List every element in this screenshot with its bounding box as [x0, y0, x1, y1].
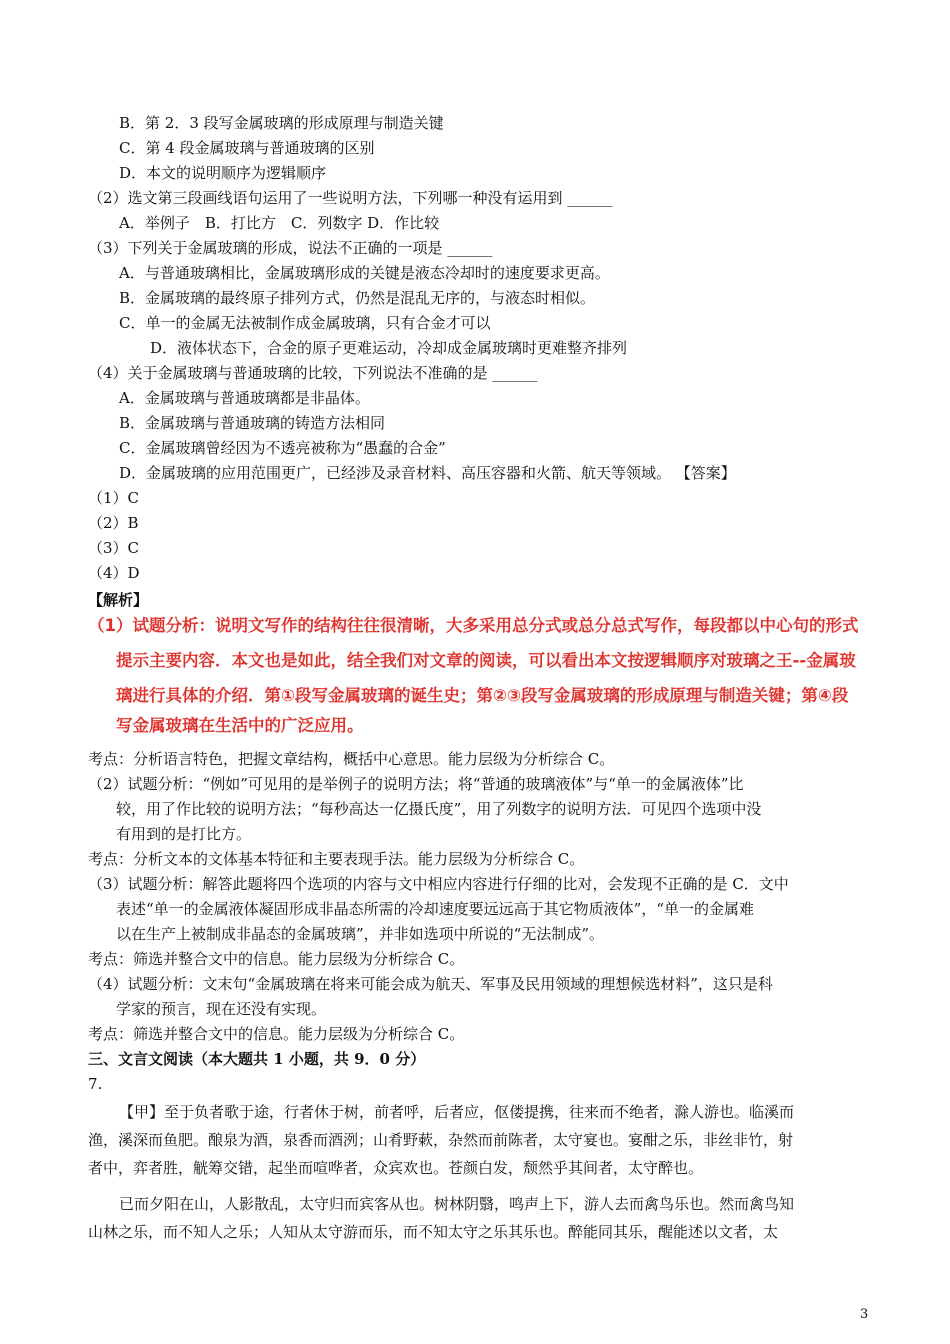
analysis-highlight-line: 璃进行具体的介绍．第①段写金属玻璃的诞生史；第②③段写金属玻璃的形成原理与制造关键；第④段 — [116, 686, 849, 705]
text-line: （1）C — [88, 489, 140, 507]
text-line: B．第 2．3 段写金属玻璃的形成原理与制造关键 — [119, 114, 444, 132]
text-line: A．与普通玻璃相比，金属玻璃形成的关键是液态冷却时的速度要求更高。 — [119, 264, 610, 282]
text-line: 学家的预言，现在还没有实现。 — [116, 1000, 327, 1018]
text-line: C．单一的金属无法被制作成金属玻璃，只有合金才可以 — [119, 314, 491, 332]
text-line: 考点：分析文本的文体基本特征和主要表现手法。能力层级为分析综合 C。 — [88, 850, 585, 868]
text-line: 考点：分析语言特色，把握文章结构，概括中心意思。能力层级为分析综合 C。 — [88, 750, 615, 768]
text-line: 山林之乐，而不知人之乐；人知从太守游而乐，而不知太守之乐其乐也。醉能同其乐，醒能述以文者，太 — [88, 1223, 779, 1241]
text-line: 较，用了作比较的说明方法；“每秒高达一亿摄氏度”，用了列数字的说明方法．可见四个选项中没 — [116, 800, 762, 818]
text-line: A．举例子 B．打比方 C．列数字 D．作比较 — [119, 214, 440, 232]
text-line: 渔，溪深而鱼肥。酿泉为酒，泉香而酒洌；山肴野蔌，杂然而前陈者，太守宴也。宴酣之乐，非丝非竹，射 — [88, 1131, 794, 1149]
text-line: （3）试题分析：解答此题将四个选项的内容与文中相应内容进行仔细的比对，会发现不正确的是 C．文中 — [88, 875, 789, 893]
text-line: 有用到的是打比方。 — [116, 825, 252, 843]
text-line: （4）关于金属玻璃与普通玻璃的比较，下列说法不准确的是 ______ — [88, 364, 538, 382]
text-line: 者中，弈者胜，觥筹交错，起坐而喧哗者，众宾欢也。苍颜白发，颓然乎其间者，太守醉也。 — [88, 1159, 704, 1177]
text-line: 以在生产上被制成非晶态的金属玻璃”，并非如选项中所说的“无法制成”。 — [116, 925, 605, 943]
text-line: 考点：筛选并整合文中的信息。能力层级为分析综合 C。 — [88, 1025, 465, 1043]
text-line: 【甲】至于负者歌于途，行者休于树，前者呼，后者应，伛偻提携，往来而不绝者，滁人游也。临溪而 — [119, 1103, 795, 1121]
analysis-highlight-line: 写金属玻璃在生活中的广泛应用。 — [116, 716, 364, 735]
analysis-highlight-line: （1）试题分析：说明文写作的结构往往很清晰，大多采用总分式或总分总式写作，每段都以中心句的形式 — [88, 616, 859, 635]
text-line: （4）D — [88, 564, 140, 582]
text-line: C．第 4 段金属玻璃与普通玻璃的区别 — [119, 139, 375, 157]
text-line: （2）试题分析：“例如”可见用的是举例子的说明方法；将“普通的玻璃液体”与“单一的金属液体”比 — [88, 775, 744, 793]
text-line: （2）B — [88, 514, 139, 532]
text-line: 已而夕阳在山，人影散乱，太守归而宾客从也。树林阴翳，鸣声上下，游人去而禽鸟乐也。然而禽鸟知 — [119, 1195, 795, 1213]
text-line: D．金属玻璃的应用范围更广，已经涉及录音材料、高压容器和火箭、航天等领域。 【答案】 — [119, 464, 736, 482]
text-line: （2）选文第三段画线语句运用了一些说明方法，下列哪一种没有运用到 ______ — [88, 189, 613, 207]
text-line: 表述“单一的金属液体凝固形成非晶态所需的冷却速度要远远高于其它物质液体”，“单一的金属难 — [116, 900, 755, 918]
text-line: A．金属玻璃与普通玻璃都是非晶体。 — [119, 389, 370, 407]
analysis-highlight-line: 提示主要内容．本文也是如此，结全我们对文章的阅读，可以看出本文按逻辑顺序对玻璃之王--金属玻 — [116, 651, 856, 670]
text-line: D．本文的说明顺序为逻辑顺序 — [119, 164, 327, 182]
text-line: B．金属玻璃与普通玻璃的铸造方法相同 — [119, 414, 386, 432]
text-line: （3）下列关于金属玻璃的形成，说法不正确的一项是 ______ — [88, 239, 493, 257]
text-line: 三、文言文阅读（本大题共 1 小题，共 9．0 分） — [88, 1050, 426, 1068]
text-line: D．液体状态下，合金的原子更难运动，冷却成金属玻璃时更难整齐排列 — [150, 339, 628, 357]
page-number: 3 — [860, 1307, 869, 1322]
text-line: B．金属玻璃的最终原子排列方式，仍然是混乱无序的，与液态时相似。 — [119, 289, 596, 307]
text-line: 考点：筛选并整合文中的信息。能力层级为分析综合 C。 — [88, 950, 465, 968]
text-line: （3）C — [88, 539, 140, 557]
text-line: C．金属玻璃曾经因为不透亮被称为“愚蠢的合金” — [119, 439, 446, 457]
text-line: （4）试题分析：文末句“金属玻璃在将来可能会成为航天、军事及民用领域的理想候选材料”，这只是科 — [88, 975, 773, 993]
text-line: 【解析】 — [88, 591, 149, 609]
text-line: 7. — [88, 1075, 103, 1093]
